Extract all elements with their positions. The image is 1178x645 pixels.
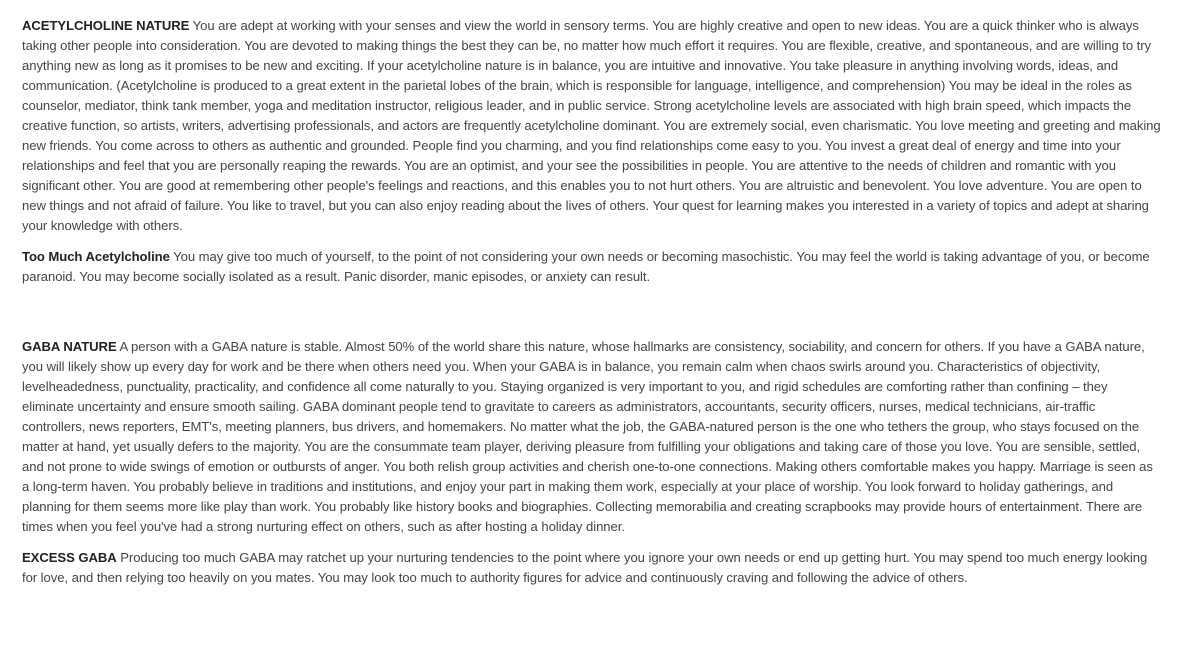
gaba-nature-heading: GABA NATURE — [22, 339, 117, 354]
gaba-nature-text: A person with a GABA nature is stable. Almost 50% of the world share this nature, whose hallmarks are consistency, sociability, and concern for others. If you have a GABA nature, you will likely show up every day for work and be there when others need you. When your GABA is in balance, you remain calm when chaos swirls around you. Characteristics of objectivity, levelheadedness, punctuality, practicality, and confidence all come naturally to you. Staying organized is very important to you, and rigid schedules are comforting rather than confining – they eliminate uncertainty and ensure smooth sailing. GABA dominant people tend to gravitate to careers as administrators, accountants, security officers, nurses, medical technicians, air-traffic controllers, news reporters, EMT's, meeting planners, bus drivers, and homemakers. No matter what the job, the GABA-natured person is the one who tethers the group, who stays focused on the matter at hand, yet usually defers to the majority. You are the consummate team player, deriving pleasure from fulfilling your obligations and taking care of those you love. You are sensible, settled, and not prone to wide swings of emotion or outbursts of anger. You both relish group activities and cherish one-to-one connections. Making others comfortable makes you happy. Marriage is seen as a long-term haven. You probably believe in traditions and institutions, and enjoy your part in making them work, especially at your place of worship. You look forward to holiday gatherings, and planning for them seems more like play than work. You probably like history books and biographies. Collecting memorabilia and creating scrapbooks may provide hours of entertainment. There are times when you feel you've had a strong nurturing effect on others, such as after hosting a holiday dinner. — [22, 339, 1153, 534]
too-much-acetylcholine-text: You may give too much of yourself, to the point of not considering your own needs or becoming masochistic. You may feel the world is taking advantage of you, or become paranoid. You may become socially isolated as a result. Panic disorder, manic episodes, or anxiety can result. — [22, 249, 1150, 284]
acetylcholine-nature-paragraph — [22, 16, 1162, 236]
too-much-acetylcholine-paragraph — [22, 247, 1162, 287]
excess-gaba-text: Producing too much GABA may ratchet up your nurturing tendencies to the point where you ignore your own needs or end up getting hurt. You may spend too much energy looking for love, and then relying too heavily on you mates. You may look too much to authority figures for advice and continuously craving and following the advice of others. — [22, 550, 1148, 585]
section-spacer — [22, 298, 1178, 337]
acetylcholine-nature-heading: ACETYLCHOLINE NATURE — [22, 18, 190, 33]
too-much-acetylcholine-heading: Too Much Acetylcholine — [22, 249, 170, 264]
gaba-nature-paragraph — [22, 337, 1162, 537]
acetylcholine-nature-text: You are adept at working with your senses and view the world in sensory terms. You are highly creative and open to new ideas. You are a quick thinker who is always taking other people into consideration. You are devoted to making things the best they can be, no matter how much effort it requires. You are flexible, creative, and spontaneous, and are willing to try anything new as long as it promises to be new and exciting. If your acetylcholine nature is in balance, you are intuitive and innovative. You take pleasure in anything involving words, ideas, and communication. (Acetylcholine is produced to a great extent in the parietal lobes of the brain, which is responsible for language, intelligence, and comprehension) You may be ideal in the roles as counselor, mediator, think tank member, yoga and meditation instructor, religious leader, and in public service. Strong acetylcholine levels are associated with high brain speed, which impacts the creative function, so artists, writers, advertising professionals, and actors are frequently acetylcholine dominant. You are extremely social, even charismatic. You love meeting and greeting and making new friends. You come across to others as authentic and grounded. People find you charming, and you find relationships come easy to you. You invest a great deal of energy and time into your relationships and feel that you are personally reaping the rewards. You are an optimist, and your see the possibilities in people. You are attentive to the needs of children and romantic with you significant other. You are good at remembering other people's feelings and reactions, and this enables you to not hurt others. You are altruistic and benevolent. You love adventure. You are open to new things and not afraid of failure. You like to travel, but you can also enjoy reading about the lives of others. Your quest for learning makes you interested in a variety of topics and adept at sharing your knowledge with others. — [22, 18, 1161, 233]
excess-gaba-paragraph — [22, 548, 1162, 588]
excess-gaba-heading: EXCESS GABA — [22, 550, 117, 565]
